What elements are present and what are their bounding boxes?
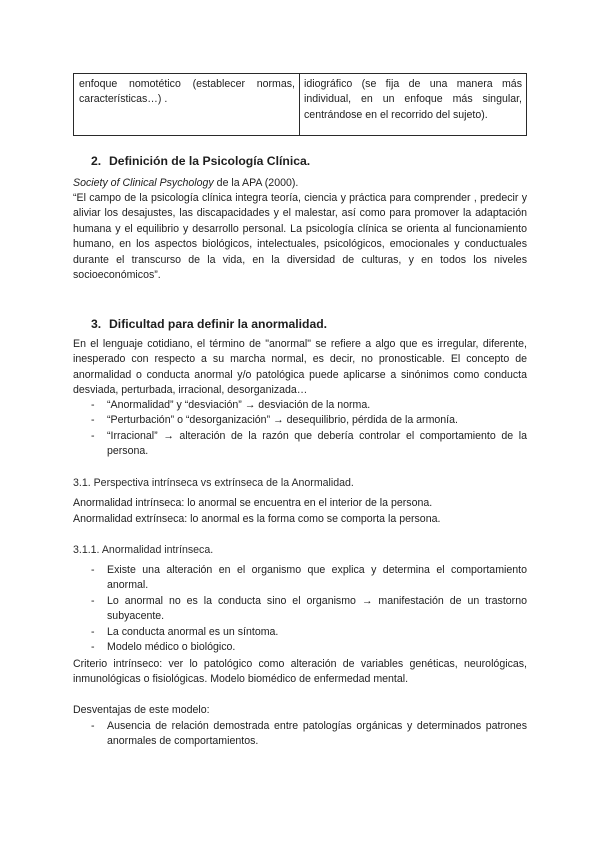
list-item: - La conducta anormal es un síntoma. [73, 625, 527, 640]
section-2-title: Definición de la Psicología Clínica. [109, 154, 311, 168]
section-2-heading [73, 153, 527, 169]
section-3-bullet-list [73, 398, 527, 460]
intrinsic-definition: Anormalidad intrínseca: lo anormal se encuentra en el interior de la persona. [73, 497, 433, 509]
section-3-number: 3. [91, 317, 102, 331]
list-item: - “Anormalidad” y “desviación” → desviación de la norma. [73, 398, 527, 413]
list-item: - Existe una alteración en el organismo que explica y determina el comportamiento anormal. [73, 563, 527, 594]
section-3-1-title: 3.1. Perspectiva intrínseca vs extrínseca de la Anormalidad. [73, 477, 354, 489]
source-rest: de la APA (2000). [213, 177, 299, 189]
table-cell-right: idiográfico (se fija de una manera más individual, en un enfoque más singular, centrándose en el recorrido del sujeto). [304, 78, 522, 121]
section-3-title: Dificultad para definir la anormalidad. [109, 317, 328, 331]
intrinsic-criterion: Criterio intrínseco: ver lo patológico como alteración de variables genéticas, neurológicas, inmunológicas o fisiológicas. Modelo biomédico de enfermedad mental. [73, 658, 527, 686]
list-item: - Lo anormal no es la conducta sino el organismo → manifestación de un trastorno subyacente. [73, 594, 527, 625]
list-item: - Modelo médico o biológico. [73, 640, 527, 655]
list-item: - “Irracional” → alteración de la razón que debería controlar el comportamiento de la persona. [73, 429, 527, 460]
section-2-number: 2. [91, 154, 102, 168]
list-item: - “Perturbación” o “desorganización” → desequilibrio, pérdida de la armonía. [73, 413, 527, 428]
section-3-heading [73, 316, 527, 332]
disadvantages-label: Desventajas de este modelo: [73, 704, 210, 716]
table-cell-left: enfoque nomotético (establecer normas, características…) . [74, 74, 300, 135]
disadvantages-list [73, 719, 527, 750]
section-2-quote: “El campo de la psicología clínica integra teoría, ciencia y práctica para comprender , predecir y aliviar los desajustes, las discapacidades y el malestar, así como para promover la adaptación humana y el equilibrio y desarrollo personal. La psicología clínica se orienta al funcionamiento humano, en los aspectos biológicos, intelectuales, psicológicos, emocionales y conductuales durante el transcurso de la vida, en la diversidad de culturas, y en todos los niveles socioeconómicos”. [73, 192, 527, 282]
source-italic: Society of Clinical Psychology [73, 177, 214, 189]
comparison-table [73, 73, 527, 136]
section-3-1-1-bullet-list [73, 563, 527, 655]
extrinsic-definition: Anormalidad extrínseca: lo anormal es la forma como se comporta la persona. [73, 513, 441, 525]
section-2-source [73, 176, 527, 191]
list-item: - Ausencia de relación demostrada entre patologías orgánicas y determinados patrones anormales de comportamientos. [73, 719, 527, 750]
section-3-intro: En el lenguaje cotidiano, el término de "anormal" se refiere a algo que es irregular, diferente, inesperado con respecto a su marcha normal, es decir, no pronosticable. El concepto de anormalidad o conducta anormal y/o patológica puede aplicarse a sinónimos como conducta desviada, perturbada, irracional, desorganizada… [73, 338, 527, 397]
section-3-1-1-title: 3.1.1. Anormalidad intrínseca. [73, 544, 214, 556]
